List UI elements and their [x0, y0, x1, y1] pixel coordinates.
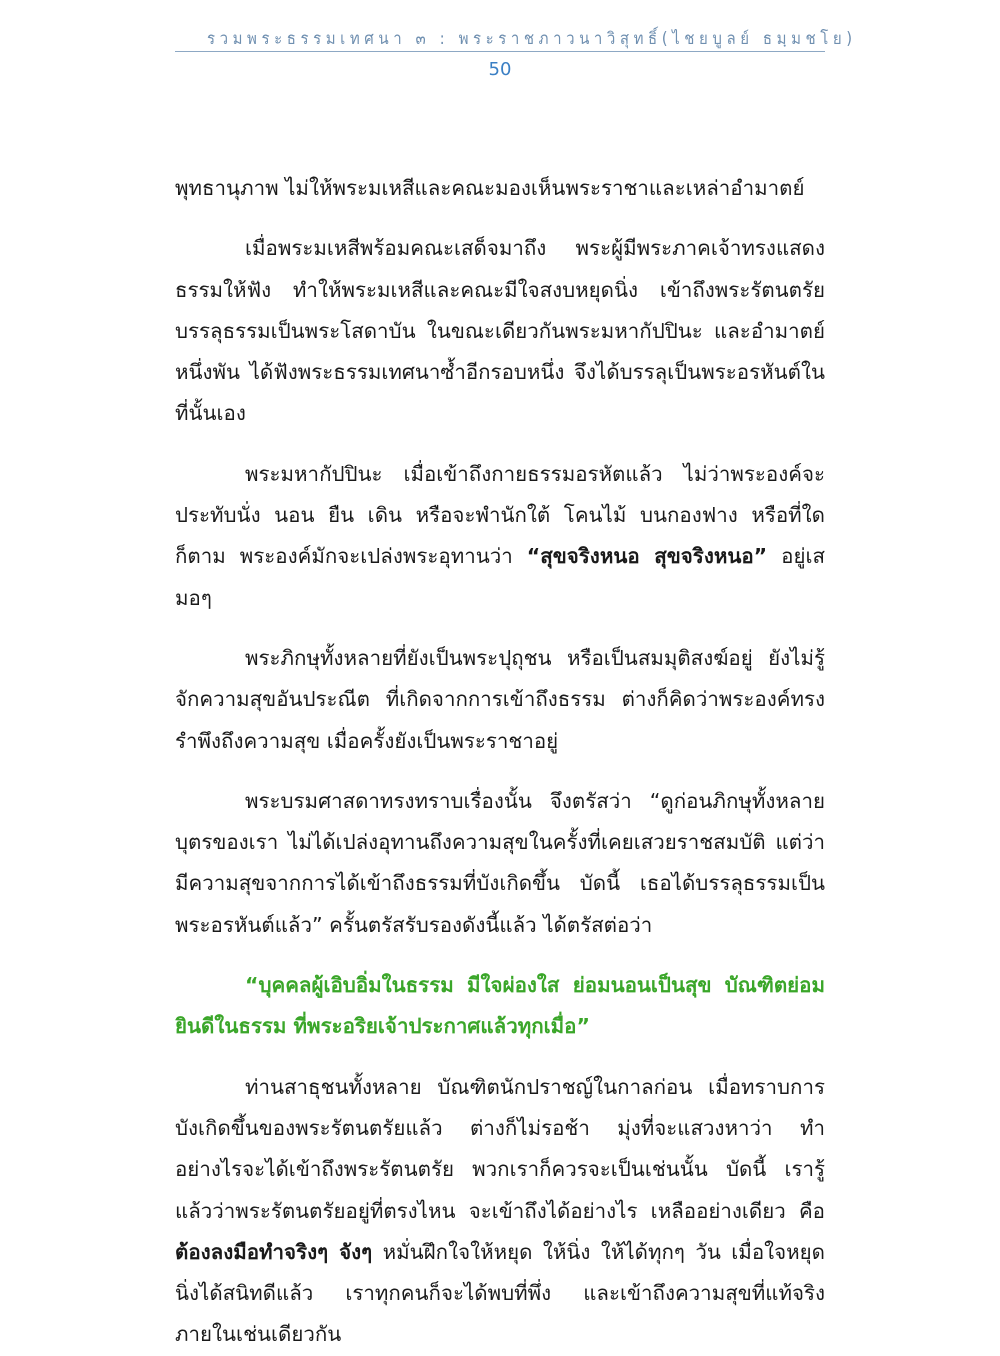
dhamma-verse-quote: “บุคคลผู้เอิบอิ่มในธรรม มีใจผ่องใส ย่อมนอนเป็นสุข บัณฑิตย่อมยินดีในธรรม ที่พระอริยเจ้าประกาศแล้วทุกเมื่อ” — [175, 973, 825, 1039]
page-number: 50 — [488, 59, 512, 80]
header-rule — [175, 51, 825, 52]
paragraph-3 — [175, 454, 825, 619]
paragraph-6-text: ท่านสาธุชนทั้งหลาย บัณฑิตนักปราชญ์ในกาลก่อน เมื่อทราบการบังเกิดขึ้นของพระรัตนตรัยแล้ว ต่างก็ไม่รอช้า มุ่งที่จะแสวงหาว่า ทำอย่างไรจะได้เข้าถึงพระรัตนตรัย พวกเราก็ควรจะเป็นเช่นนั้น บัดนี้ เรารู้แล้วว่าพระรัตนตรัยอยู่ที่ตรงไหน จะเข้าถึงได้อย่างไร เหลืออย่างเดียว คือ — [175, 1074, 825, 1223]
paragraph-2: เมื่อพระมเหสีพร้อมคณะเสด็จมาถึง พระผู้มีพระภาคเจ้าทรงแสดงธรรมให้ฟัง ทำให้พระมเหสีและคณะมีใจสงบหยุดนิ่ง เข้าถึงพระรัตนตรัย บรรลุธรรมเป็นพระโสดาบัน ในขณะเดียวกันพระมหากัปปินะ และอำมาตย์หนึ่งพัน ได้ฟังพระธรรมเทศนาซ้ำอีกรอบหนึ่ง จึงได้บรรลุเป็นพระอรหันต์ในที่นั้นเอง — [175, 236, 825, 426]
running-title: รวมพระธรรมเทศนา ๓ : พระราชภาวนาวิสุทธิ์(ไชยบูลย์ ธมฺมชโย) — [206, 29, 857, 48]
paragraph-5: พระบรมศาสดาทรงทราบเรื่องนั้น จึงตรัสว่า “ดูก่อนภิกษุทั้งหลาย บุตรของเรา ไม่ได้เปล่งอุทานถึงความสุขในครั้งที่เคยเสวยราชสมบัติ แต่ว่ามีความสุขจากการได้เข้าถึงธรรมที่บังเกิดขึ้น บัดนี้ เธอได้บรรลุธรรมเป็นพระอรหันต์แล้ว” ครั้นตรัสรับรองดังนี้แล้ว ได้ตรัสต่อว่า — [175, 788, 825, 937]
paragraph-3-end: อยู่เสมอๆ — [175, 544, 825, 610]
body-text — [175, 168, 825, 1356]
exclamation-bold: “สุขจริงหนอ สุขจริงหนอ” — [526, 544, 768, 569]
paragraph-1: พุทธานุภาพ ไม่ให้พระมเหสีและคณะมองเห็นพระราชาและเหล่าอำมาตย์ — [175, 176, 805, 200]
paragraph-6-end: หมั่นฝึกใจให้หยุด ให้นิ่ง ให้ได้ทุกๆ วัน เมื่อใจหยุดนิ่งได้สนิทดีแล้ว เราทุกคนก็จะได้พบที่พึ่ง และเข้าถึงความสุขที่แท้จริงภายในเช่นเดียวกัน — [175, 1239, 825, 1347]
paragraph-6 — [175, 1067, 825, 1356]
emphasis-bold: ต้องลงมือทำจริงๆ จังๆ — [175, 1239, 373, 1264]
paragraph-3-text: พระมหากัปปินะ เมื่อเข้าถึงกายธรรมอรหัตแล้ว ไม่ว่าพระองค์จะประทับนั่ง นอน ยืน เดิน หรือจะพำนักใต้ โคนไม้ บนกองฟาง หรือที่ใดก็ตาม พระองค์มักจะเปล่งพระอุทานว่า — [175, 461, 825, 569]
paragraph-4: พระภิกษุทั้งหลายที่ยังเป็นพระปุถุชน หรือเป็นสมมุติสงฆ์อยู่ ยังไม่รู้จักความสุขอันประณีต ที่เกิดจากการเข้าถึงธรรม ต่างก็คิดว่าพระองค์ทรงรำพึงถึงความสุข เมื่อครั้งยังเป็นพระราชาอยู่ — [175, 645, 825, 753]
running-header — [175, 28, 857, 50]
